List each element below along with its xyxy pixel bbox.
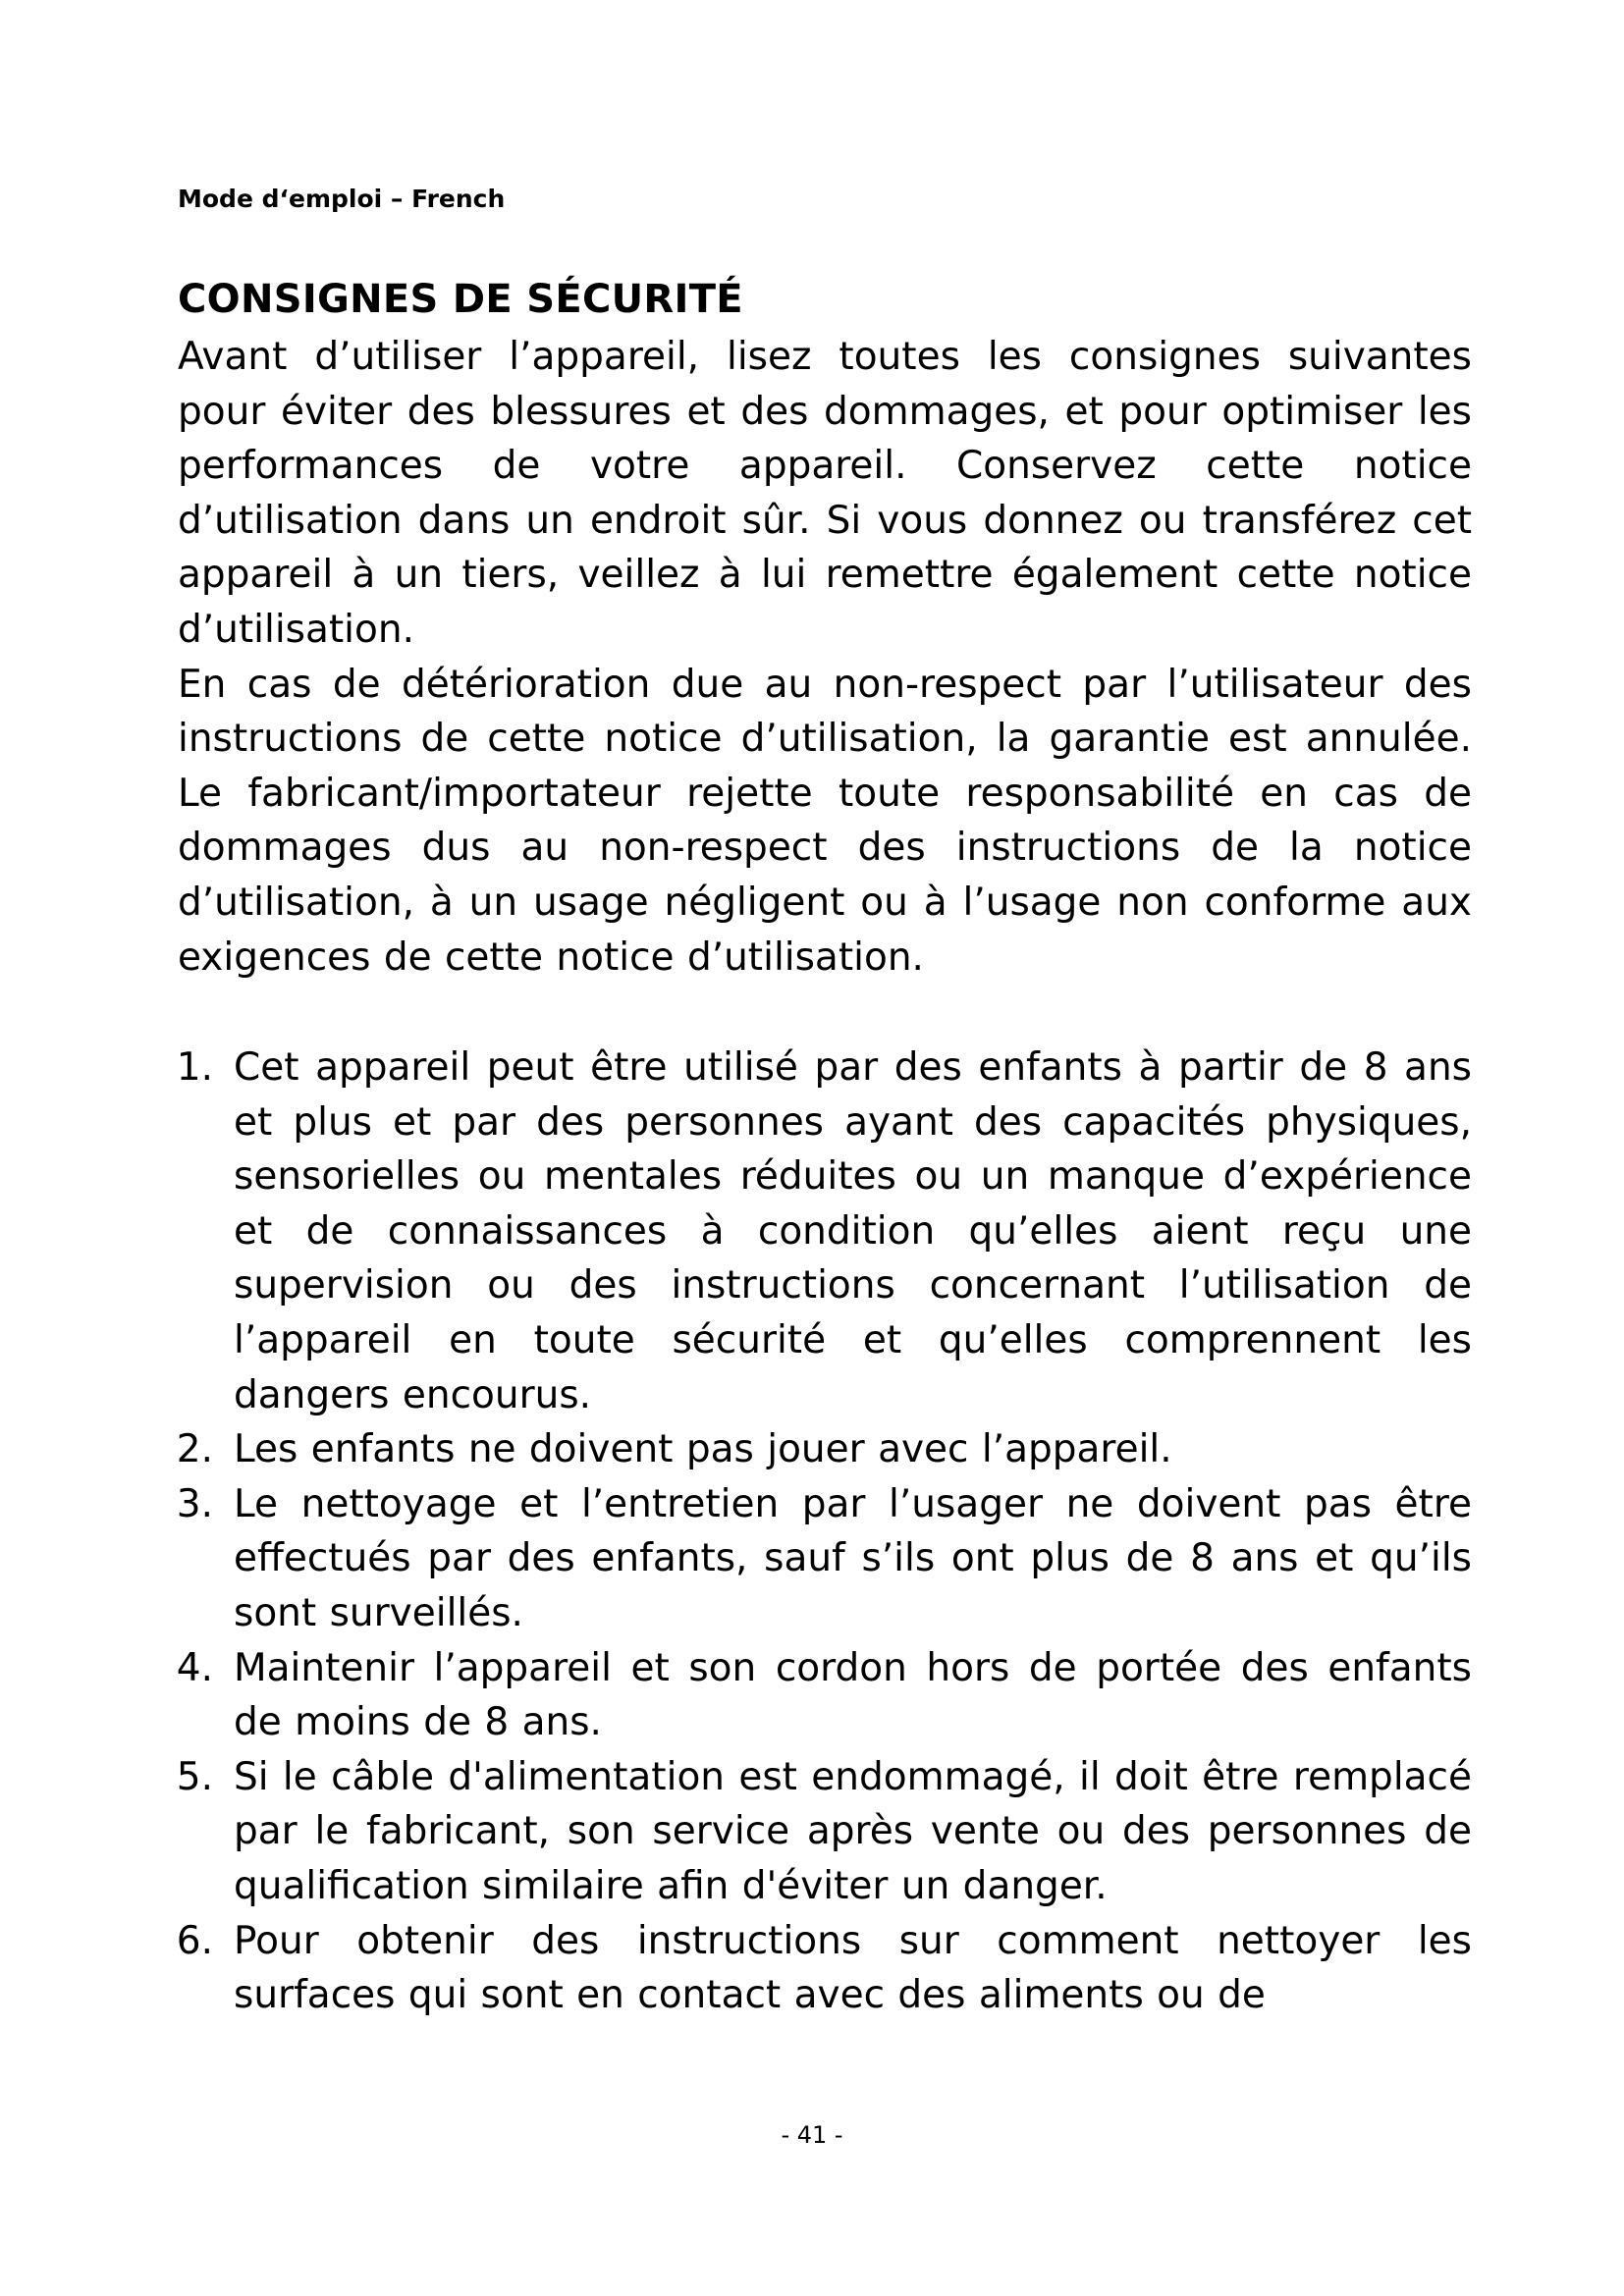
safety-instructions-list — [178, 1041, 1472, 2023]
list-item — [178, 1914, 1472, 2023]
list-item-number: 1. — [176, 1045, 213, 1090]
list-item-text: Le nettoyage et l’entretien par l’usager ne doivent pas être effectués par des enfants, sauf s’ils ont plus de 8 ans et qu’ils sont surveillés. — [234, 1481, 1472, 1635]
list-item — [178, 1750, 1472, 1914]
list-item-number: 4. — [176, 1645, 213, 1690]
list-item-text: Cet appareil peut être utilisé par des enfants à partir de 8 ans et plus et par des personnes ayant des capacités physiques, sensorielles ou mentales réduites ou un manque d’expérience et de connaissances à condition qu’elles aient reçu une supervision ou des instructions concernant l’utilisation de l’appareil en toute sécurité et qu’elles comprennent les dangers encourus. — [234, 1045, 1472, 1417]
list-item-number: 2. — [176, 1427, 213, 1472]
list-item-text: Si le câble d'alimentation est endommagé, il doit être remplacé par le fabricant, son service après vente ou des personnes de qualification similaire afin d'éviter un danger. — [234, 1754, 1472, 1908]
intro-paragraph: En cas de détérioration due au non-respect par l’utilisateur des instructions de cette notice d’utilisation, la garantie est annulée. Le fabricant/importateur rejette toute responsabilité en cas de dommages dus au non-respect des instructions de la notice d’utilisation, à un usage négligent ou à l’usage non conforme aux exigences de cette notice d’utilisation. — [178, 662, 1472, 980]
section-title: CONSIGNES DE SÉCURITÉ — [178, 277, 743, 322]
list-item — [178, 1422, 1472, 1477]
list-item — [178, 1641, 1472, 1750]
intro-paragraph: Avant d’utiliser l’appareil, lisez toutes les consignes suivantes pour éviter des blessures et des dommages, et pour optimiser les performances de votre appareil. Conservez cette notice d’utilisation dans un endroit sûr. Si vous donnez ou transférez cet appareil à un tiers, veillez à lui remettre également cette notice d’utilisation. — [178, 335, 1472, 652]
list-item-number: 6. — [176, 1918, 213, 1963]
page-number: - 41 - — [781, 2121, 843, 2149]
document-header-label: Mode d‘emploi – French — [178, 185, 506, 213]
list-item — [178, 1477, 1472, 1641]
intro-text — [178, 330, 1472, 985]
list-item — [178, 1041, 1472, 1422]
list-item-text: Maintenir l’appareil et son cordon hors de portée des enfants de moins de 8 ans. — [234, 1645, 1472, 1745]
list-item-text: Pour obtenir des instructions sur comment nettoyer les surfaces qui sont en contact avec des aliments ou de — [234, 1918, 1472, 2018]
list-item-number: 5. — [176, 1754, 213, 1799]
list-item-text: Les enfants ne doivent pas jouer avec l’appareil. — [234, 1427, 1172, 1472]
list-item-number: 3. — [176, 1481, 213, 1526]
